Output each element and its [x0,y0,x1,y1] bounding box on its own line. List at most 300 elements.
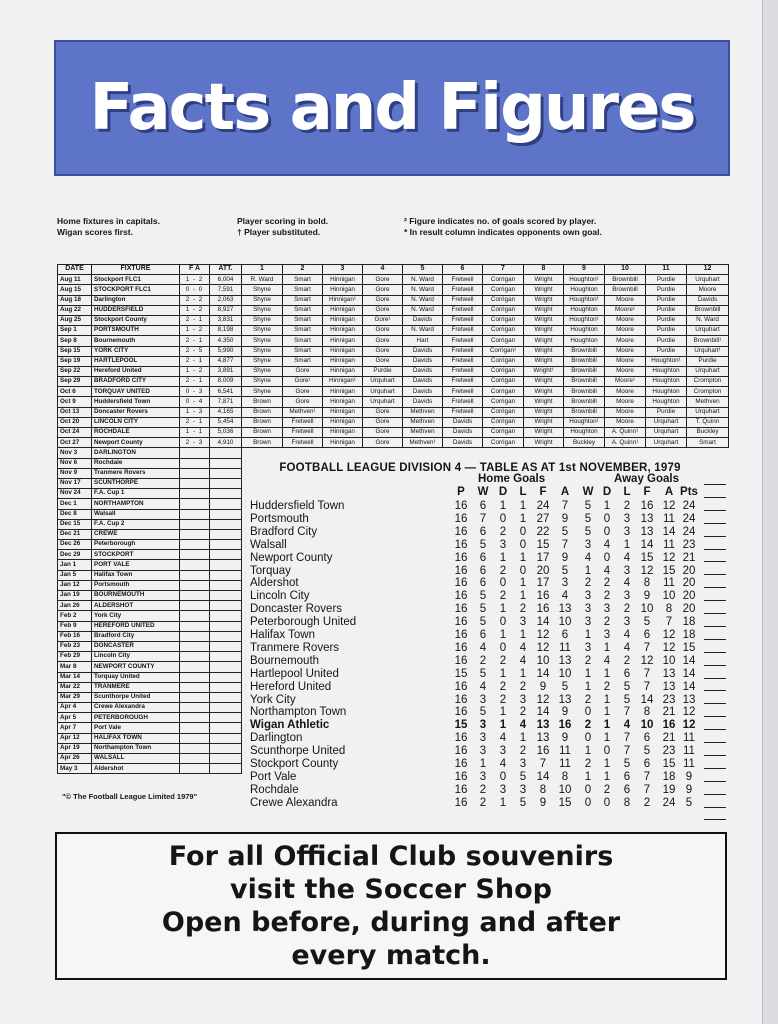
fixture-row [58,305,729,315]
key-goal-count: ² Figure indicates no. of goals scored by player. [404,216,597,226]
player-cell: Hinnigan [323,397,363,407]
league-stat: 12 [536,641,550,654]
league-stat: 16 [454,758,468,770]
league-stat: 1 [519,590,527,603]
player-cell: Davids [443,438,483,448]
league-row [250,616,710,629]
player-cell: Corrigan [483,377,524,387]
fixture-score [180,540,210,550]
fixture-opponent: Portsmouth [92,580,180,590]
fixture-attendance [210,723,242,733]
league-stat: 2 [603,590,611,603]
fixture-opponent: Walsall [92,509,180,519]
player-cell: Moore¹ [605,377,646,387]
soccer-shop-advert [55,832,727,980]
fixture-date: Dec 21 [58,529,92,539]
player-cell: Hinnigan¹ [323,377,363,387]
player-cell: Brownbill [564,407,605,417]
fixture-opponent: BRADFORD CITY [92,377,180,387]
player-cell: Davids [403,377,443,387]
league-team-name: Darlington [250,732,303,745]
league-stat: 22 [536,525,550,538]
write-in-rule [704,587,726,588]
league-stat: 2 [603,577,611,590]
write-in-rule [704,536,726,537]
fixture-attendance [210,611,242,621]
league-stat: 4 [479,641,487,654]
league-stat: 11 [683,758,695,770]
league-stat: 5 [479,590,487,603]
league-stat: 2 [499,693,507,706]
league-stat: 5 [623,758,631,770]
player-cell: Hinnigan [323,407,363,417]
league-team-name: Hereford United [250,680,332,693]
player-cell: Fretwell [443,387,483,397]
player-cell: Davids [403,315,443,325]
league-stat: 0 [519,564,527,577]
player-cell: Moore¹ [605,305,646,315]
player-cell: Smart [283,336,323,346]
fixture-attendance: 5,036 [210,428,242,438]
fixture-opponent: York City [92,611,180,621]
league-stat: 18 [682,629,696,641]
player-cell: Fretwell [443,326,483,336]
player-cell: Smart [283,315,323,325]
league-stat: 10 [558,783,572,796]
league-stat: 1 [603,770,611,783]
player-cell: Purdie [646,275,687,285]
league-stat: 2 [499,525,507,538]
fixture-row [58,336,729,346]
league-stat: 3 [623,590,631,603]
fixture-score [180,723,210,733]
fixture-row [58,285,729,295]
player-cell: Gore [363,356,403,366]
player-cell: Davids [403,346,443,356]
league-stat: 0 [499,512,507,525]
player-cell: Corrigan [483,295,524,305]
fixture-date: Apr 7 [58,723,92,733]
league-stat: 3 [519,758,527,770]
player-cell: Fretwell [443,275,483,285]
player-cell: Wright [524,438,564,448]
league-team-name: Port Vale [250,770,297,783]
player-cell: Fretwell [443,285,483,295]
fixture-score [180,601,210,611]
league-stat: 12 [536,629,550,641]
write-in-rule [704,678,726,679]
league-stat: 3 [479,719,487,732]
league-stat: 16 [536,603,550,616]
league-stat: 3 [519,616,527,629]
league-stat: 12 [662,641,676,654]
player-cell: Houghton¹ [646,356,687,366]
league-stat: 2 [623,654,631,667]
player-cell: Smart [687,438,729,448]
league-stat: 13 [682,693,696,706]
league-stat: 4 [499,758,507,770]
player-cell: Brownbill [564,346,605,356]
player-cell: Crompton [687,377,729,387]
league-stat: 1 [603,719,611,732]
league-stat: 13 [558,693,572,706]
player-cell: Wright [524,356,564,366]
player-cell: Brownbill [564,397,605,407]
fixture-row [58,387,729,397]
player-cell: Purdie [646,295,687,305]
fixture-attendance: 7,591 [210,285,242,295]
league-stat: 1 [499,719,507,732]
league-stat: 0 [499,770,507,783]
write-in-rule [704,523,726,524]
fixture-attendance: 8,927 [210,305,242,315]
player-cell: Fretwell [443,407,483,417]
player-cell: Purdie [687,356,729,366]
fixture-attendance [210,540,242,550]
league-stat: 3 [584,590,592,603]
league-stat: 9 [539,680,547,693]
league-stat: 10 [640,719,654,732]
fixture-attendance: 5,990 [210,346,242,356]
player-cell: Houghton¹ [564,275,605,285]
player-cell: Davids [403,356,443,366]
fixtures-header-cell: 5 [403,265,443,275]
write-in-rule [704,807,726,808]
league-column-header: P [457,486,465,498]
league-row [250,552,710,565]
fixture-row [58,428,729,438]
league-stat: 9 [643,590,651,603]
player-cell: Moore [687,285,729,295]
player-cell: Brownbill [605,275,646,285]
player-cell: A. Quinn¹ [605,428,646,438]
league-stat: 0 [603,512,611,525]
league-row [250,539,710,552]
player-cell: Wright¹ [524,366,564,376]
league-table-title: FOOTBALL LEAGUE DIVISION 4 — TABLE AS AT 1st NOVEMBER, 1979 [279,462,681,474]
league-stat: 3 [519,693,527,706]
fixture-attendance: 3,891 [210,366,242,376]
player-cell: N. Ward [403,295,443,305]
write-in-rule [704,626,726,627]
fixture-attendance: 6,541 [210,387,242,397]
player-cell: Corrigan [483,428,524,438]
league-stat: 1 [603,706,611,719]
fixture-row [58,275,729,285]
league-stat: 6 [479,577,487,590]
page-edge [762,0,778,1024]
fixture-attendance: 4,350 [210,336,242,346]
league-stat: 13 [662,680,676,693]
league-row [250,706,710,719]
fixtures-header-cell: DATE [58,265,92,275]
league-stat: 15 [536,538,550,551]
league-stat: 6 [479,525,487,538]
fixture-attendance: 7,871 [210,397,242,407]
league-stat: 3 [479,732,487,745]
fixture-date: Oct 20 [58,417,92,427]
league-stat: 1 [519,667,527,680]
league-stat: 1 [519,629,527,641]
player-cell: Davids [403,387,443,397]
player-cell: Brown [242,397,283,407]
league-stat: 16 [640,500,654,512]
league-row [250,629,710,642]
fixture-date: Mar 14 [58,672,92,682]
fixture-row [58,356,729,366]
player-cell: Houghton [564,336,605,346]
fixture-score [180,499,210,509]
fixture-score [180,754,210,764]
player-cell: Corrigan [483,387,524,397]
fixture-score [180,662,210,672]
league-stat: 1 [584,629,592,641]
league-stat: 11 [559,641,571,654]
league-column-header: D [602,486,612,498]
fixture-opponent: ALDERSHOT [92,601,180,611]
player-cell: Purdie [646,315,687,325]
fixture-date: Sep 8 [58,336,92,346]
league-stat: 5 [643,616,651,629]
player-cell: Gore¹ [283,377,323,387]
league-stat: 24 [682,525,696,538]
player-cell: Fretwell [443,315,483,325]
league-stat: 4 [623,719,631,732]
player-cell: Shyne [242,315,283,325]
fixtures-header-cell: F A [180,265,210,275]
league-stat: 0 [603,745,611,758]
league-stat: 4 [584,551,592,564]
fixture-score: 2 - 5 [180,346,210,356]
league-stat: 16 [536,745,550,758]
league-stat: 1 [519,512,527,525]
league-stat: 5 [584,525,592,538]
player-cell: Hinnigan [323,275,363,285]
league-row [250,526,710,539]
fixture-row [58,438,729,448]
league-stat: 3 [623,512,631,525]
league-stat: 6 [479,500,487,512]
player-cell: Shyne [242,326,283,336]
player-cell: Gore [363,326,403,336]
player-cell: Wright [524,407,564,417]
player-cell: Brownbill [564,366,605,376]
league-stat: 2 [479,796,487,809]
league-stat: 16 [454,641,468,654]
fixture-attendance [210,601,242,611]
player-cell: Houghton¹ [564,315,605,325]
player-cell: Wright [524,428,564,438]
fixture-opponent: HARTLEPOOL [92,356,180,366]
league-stat: 21 [662,706,676,719]
fixture-date: Sep 19 [58,356,92,366]
player-cell: Corrigan [483,356,524,366]
player-cell: Gore [283,387,323,397]
player-cell: Houghton [646,366,687,376]
fixtures-header-cell: 3 [323,265,363,275]
fixture-attendance [210,560,242,570]
fixtures-header-cell: 9 [564,265,605,275]
player-cell: Urquhart [363,377,403,387]
fixture-date: Jan 19 [58,591,92,601]
key-substituted: † Player substituted. [237,227,321,237]
league-stat: 1 [499,667,507,680]
league-stat: 15 [558,796,572,809]
league-stat: 4 [623,641,631,654]
league-stat: 6 [623,783,631,796]
league-stat: 9 [561,512,569,525]
player-cell: Hinnigan¹ [323,295,363,305]
league-stat: 2 [623,603,631,616]
fixture-score: 2 - 1 [180,377,210,387]
player-cell: Hinnigan [323,387,363,397]
league-stat: 1 [584,564,592,577]
league-stat: 10 [558,667,572,680]
league-row [250,681,710,694]
league-stat: 2 [623,500,631,512]
player-cell: Shyne [242,336,283,346]
league-column-header: D [498,486,508,498]
fixture-date: Apr 5 [58,713,92,723]
league-stat: 7 [665,616,673,629]
write-in-rule [704,613,726,614]
league-stat: 16 [454,629,468,641]
fixture-score: 0 - 3 [180,387,210,397]
league-stat: 16 [454,512,468,525]
fixture-date: Dec 8 [58,509,92,519]
league-stat: 0 [519,525,527,538]
league-stat: 15 [454,667,468,680]
league-stat: 13 [640,512,654,525]
league-team-name: Rochdale [250,783,299,796]
player-cell: Purdie [646,305,687,315]
fixture-attendance: 4,165 [210,407,242,417]
fixtures-header-row [58,265,729,275]
league-stat: 16 [454,706,468,719]
fixture-date: Jan 5 [58,570,92,580]
fixture-opponent: BOURNEMOUTH [92,591,180,601]
player-cell: Wright [524,275,564,285]
fixture-opponent: Hereford United [92,366,180,376]
fixture-date: Jan 1 [58,560,92,570]
player-cell: Moore [605,295,646,305]
player-cell: Corrigan [483,407,524,417]
fixture-date: Oct 13 [58,407,92,417]
league-row [250,668,710,681]
fixture-opponent: Crewe Alexandra [92,703,180,713]
fixture-opponent: CREWE [92,529,180,539]
league-stat: 6 [623,667,631,680]
league-stat: 1 [603,500,611,512]
league-stat: 14 [682,667,696,680]
fixture-opponent: Torquay United [92,672,180,682]
write-in-rule [704,484,726,485]
fixture-date: Feb 23 [58,641,92,651]
league-stat: 4 [623,577,631,590]
fixture-score [180,641,210,651]
league-stat: 20 [682,564,696,577]
fixtures-header-cell: 12 [687,265,729,275]
player-cell: Fretwell [283,428,323,438]
fixture-attendance [210,448,242,458]
league-stat: 1 [603,758,611,770]
league-team-name: Doncaster Rovers [250,603,343,616]
player-cell: Davids [443,428,483,438]
league-stat: 9 [539,796,547,809]
player-cell: Gore [363,428,403,438]
league-stat: 12 [662,629,676,641]
fixture-date: Nov 17 [58,478,92,488]
league-stat: 4 [519,641,527,654]
player-cell: T. Quinn [687,417,729,427]
fixture-score [180,652,210,662]
league-stat: 4 [561,590,569,603]
player-cell: Hinnigan [323,285,363,295]
player-cell: Fretwell [443,397,483,407]
player-cell: Shyne [242,387,283,397]
league-stat: 1 [499,551,507,564]
player-cell: Moore [605,326,646,336]
league-stat: 13 [640,525,654,538]
player-cell: Fretwell [443,356,483,366]
league-stat: 24 [682,512,696,525]
league-stat: 0 [584,732,592,745]
league-stat: 17 [536,577,550,590]
league-stat: 16 [454,732,468,745]
league-stat: 14 [536,616,550,629]
league-stat: 1 [499,796,507,809]
fixture-date: Sep 1 [58,326,92,336]
player-cell: Urquhart [646,417,687,427]
player-cell: Urquhart [363,387,403,397]
write-in-rule [704,794,726,795]
league-stat: 6 [643,758,651,770]
player-cell: Methven¹ [283,407,323,417]
fixture-opponent: Halifax Town [92,570,180,580]
league-stat: 24 [662,796,676,809]
player-cell: Moore [605,417,646,427]
player-cell: Brownbill [605,285,646,295]
league-row [250,797,710,810]
league-row [250,784,710,797]
league-stat: 23 [682,538,696,551]
player-cell: Smart [283,275,323,285]
fixture-score: 1 - 2 [180,275,210,285]
player-cell: Hart [403,336,443,346]
player-cell: Wright [524,326,564,336]
league-stat: 6 [479,551,487,564]
fixture-score: 1 - 2 [180,366,210,376]
fixture-score [180,529,210,539]
player-cell: Shyne [242,377,283,387]
league-stat: 1 [584,667,592,680]
league-stat: 3 [584,641,592,654]
fixture-attendance [210,519,242,529]
league-stat: 3 [584,538,592,551]
league-column-header: A [560,486,570,498]
player-cell: Hinnigan [323,356,363,366]
league-team-name: Scunthorpe United [250,745,346,758]
league-stat: 14 [536,667,550,680]
league-stat: 5 [561,564,569,577]
league-stat: 23 [662,745,676,758]
player-cell: Gore [363,305,403,315]
fixture-date: Dec 15 [58,519,92,529]
league-stat: 8 [561,770,569,783]
league-team-name: Aldershot [250,577,299,590]
league-row [250,719,710,732]
player-cell: Corrigan [483,438,524,448]
